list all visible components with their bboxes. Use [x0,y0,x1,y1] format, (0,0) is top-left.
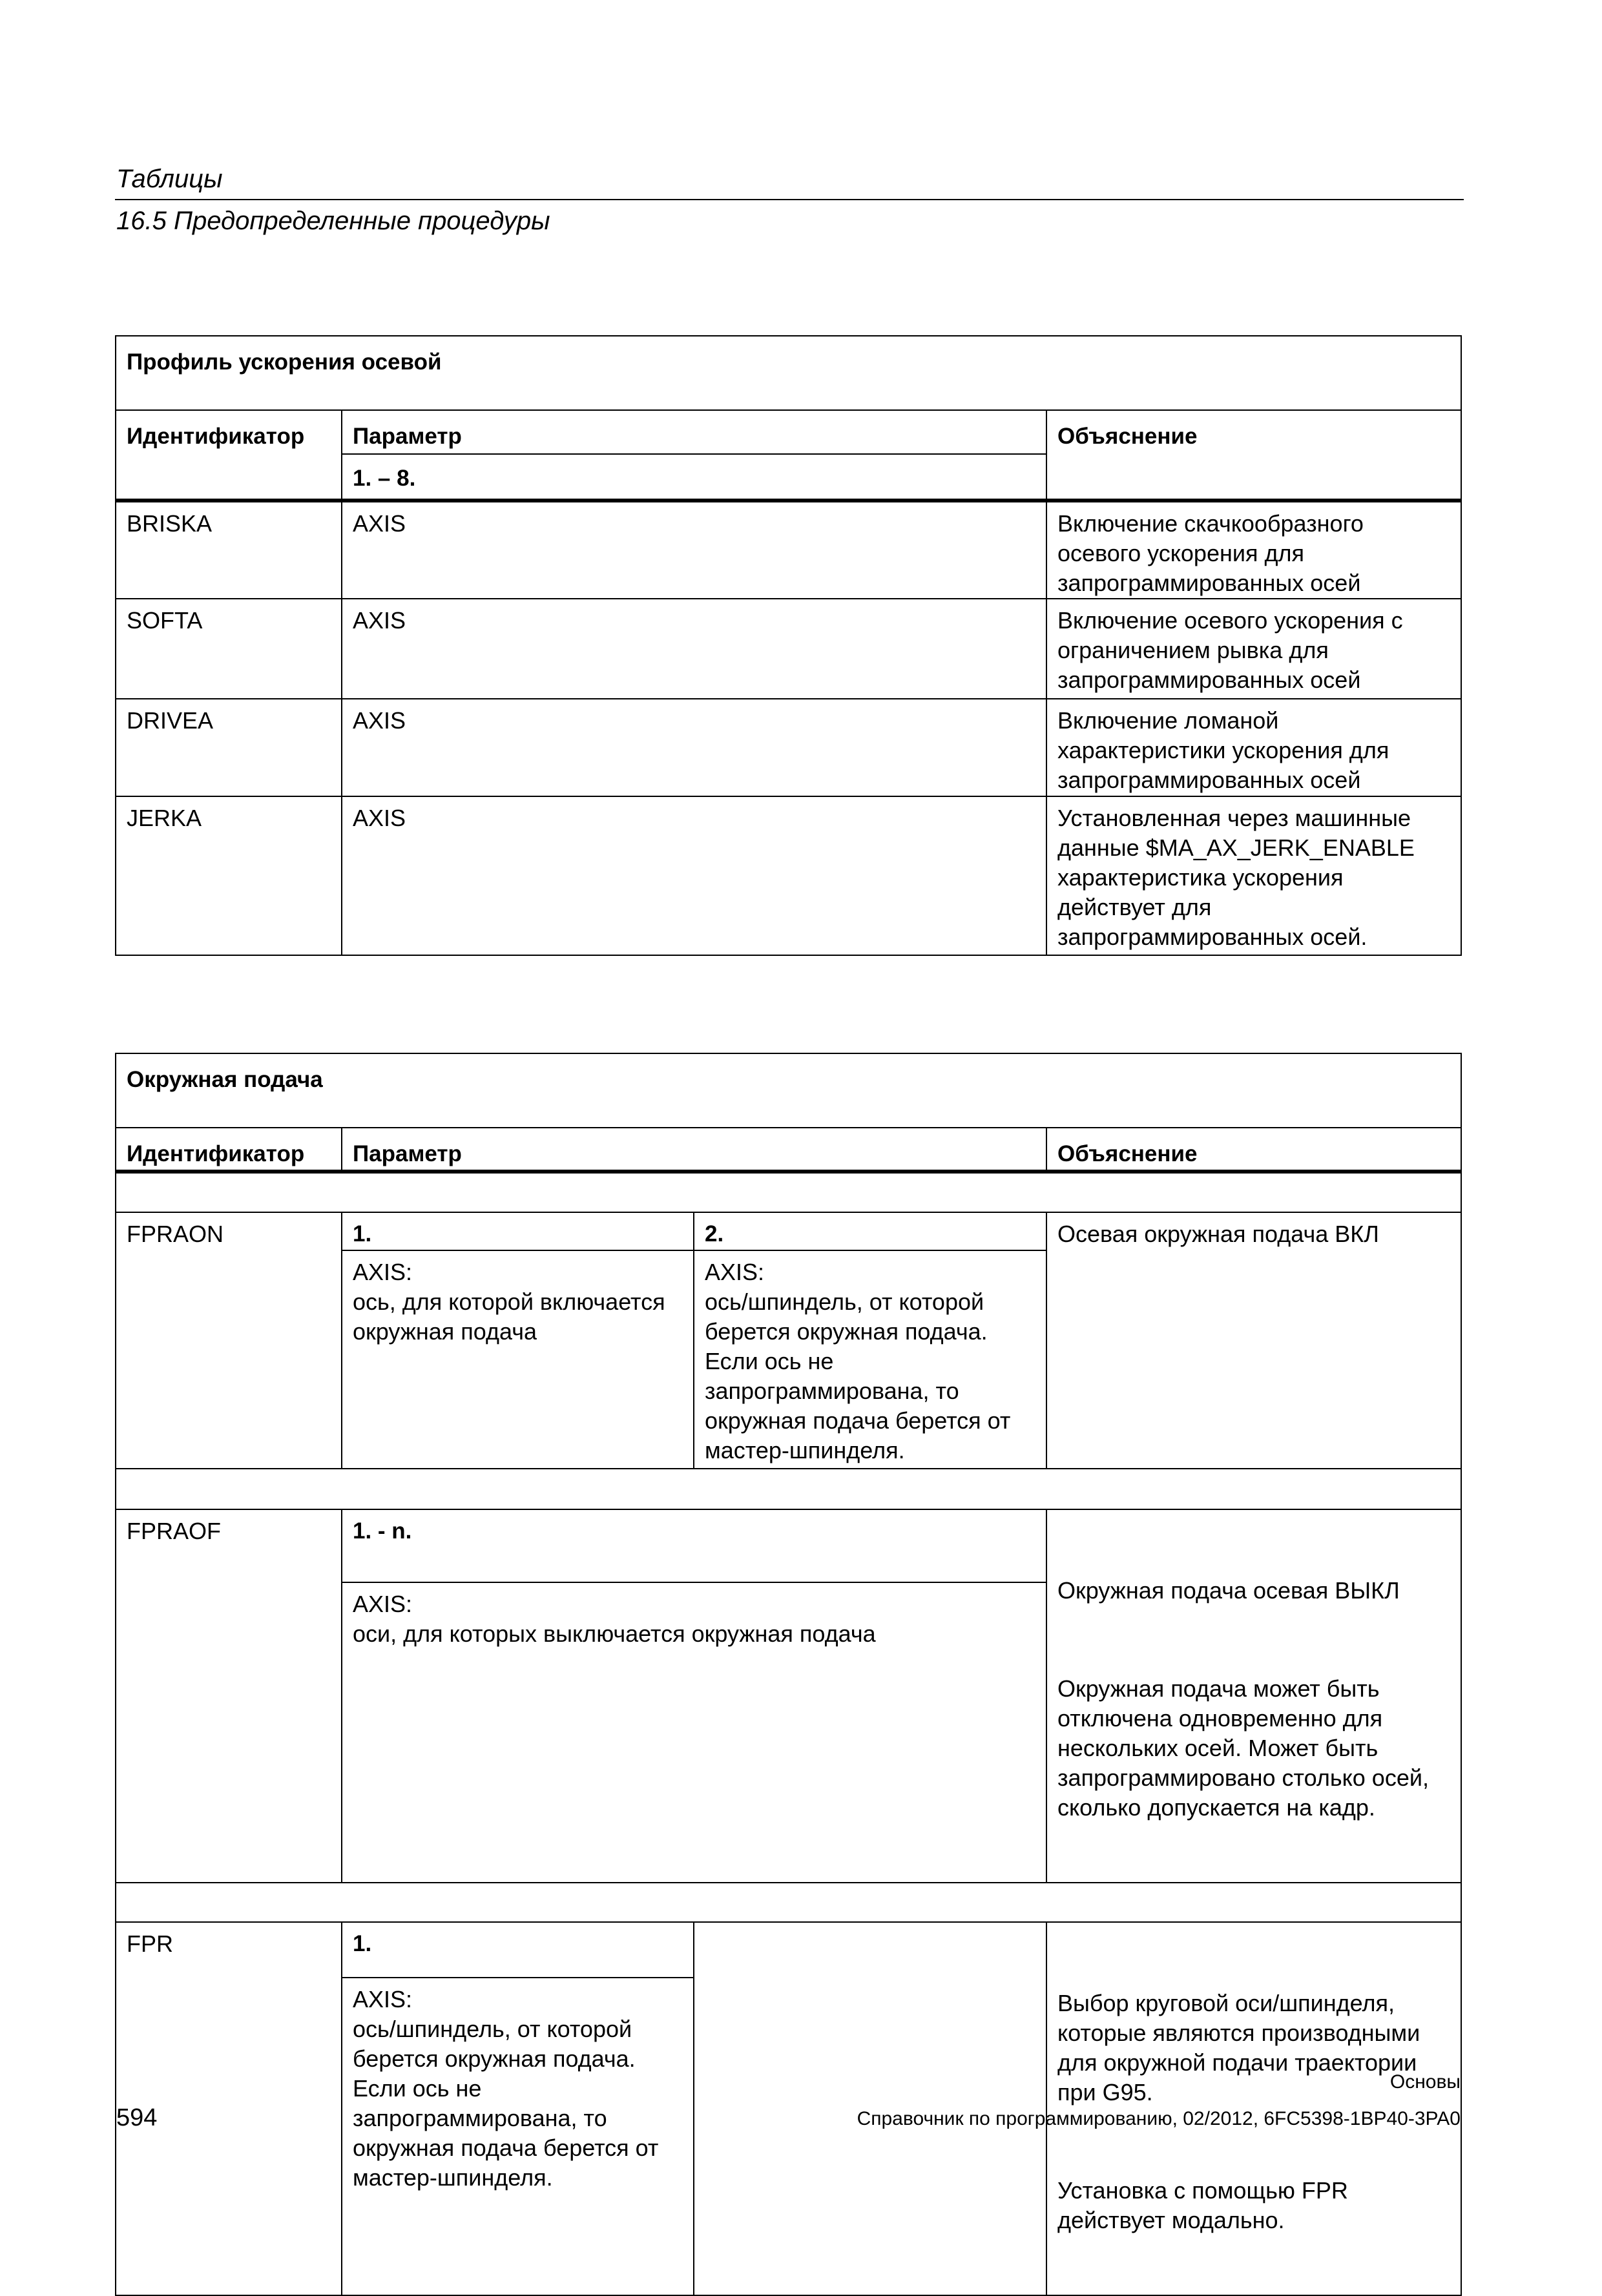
explanation-cell: Включение скачкообразного осевого ускорения для запрограммированных осей [1046,501,1461,599]
page-number: 594 [116,2104,158,2131]
explanation-cell: Включение осевого ускорения с ограничением рывка для запрограммированных осей [1046,599,1461,699]
identifier-cell: FPRAON [116,1212,342,1469]
header-rule [115,199,1464,200]
table-header-row [116,410,1461,454]
table-title: Профиль ускорения осевой [116,336,1461,410]
acceleration-profile-table [115,335,1462,956]
spacer-cell [116,1172,1461,1212]
identifier-cell: BRISKA [116,501,342,599]
table-title-row [116,1053,1461,1128]
footer-reference: Справочник по программированию, 02/2012, 6FC5398-1BP40-3PA0 [857,2108,1461,2129]
parameter-cell: AXIS: оси, для которых выключается окружная подача [342,1582,1046,1883]
table-row [116,1212,1461,1250]
table-row [116,699,1461,796]
identifier-cell: JERKA [116,796,342,955]
parameter-cell: AXIS [342,699,1046,796]
column-header-explanation: Объяснение [1046,1128,1461,1172]
identifier-cell: FPR [116,1922,342,2295]
param-1-cell: AXIS: ось, для которой включается окружная подача [342,1250,694,1469]
explanation-summary: Окружная подача осевая ВЫКЛ [1057,1577,1400,1604]
table-title: Окружная подача [116,1053,1461,1128]
explanation-cell: Установленная через машинные данные $MA_AX_JERK_ENABLE характеристика ускорения действует для запрограммированных осей. [1046,796,1461,955]
param-1-label: 1. [342,1922,694,1978]
explanation-cell [1046,1509,1461,1883]
explanation-cell: Включение ломаной характеристики ускорения для запрограммированных осей [1046,699,1461,796]
spacer-row [116,1469,1461,1509]
table-row [116,1509,1461,1582]
column-header-id: Идентификатор [116,1128,342,1172]
explanation-detail: Окружная подача может быть отключена одновременно для нескольких осей. Может быть запрограммировано столько осей, сколько допускается на кадр. [1057,1675,1429,1821]
table-title-row [116,336,1461,410]
spacer-cell [116,1469,1461,1509]
identifier-cell: SOFTA [116,599,342,699]
explanation-detail: Установка с помощью FPR действует модально. [1057,2177,1348,2233]
param-2-cell: AXIS: ось/шпиндель, от которой берется окружная подача. Если ось не запрограммирована, то окружная подача берется от мастер-шпинделя. [694,1250,1046,1469]
explanation-cell: Осевая окружная подача ВКЛ [1046,1212,1461,1469]
param-2-label: 2. [694,1212,1046,1250]
table-header-row [116,1128,1461,1172]
footer-book-title: Основы [1389,2071,1461,2093]
explanation-summary: Выбор круговой оси/шпинделя, которые являются производными для окружной подачи траектории при G95. [1057,1990,1420,2105]
parameter-cell: AXIS [342,796,1046,955]
parameter-cell: AXIS [342,599,1046,699]
column-header-param: Параметр [342,410,1046,454]
param-1-label: 1. [342,1212,694,1250]
param-range-label: 1. - n. [342,1509,1046,1582]
chapter-title: Таблицы [116,165,223,193]
table-row [116,599,1461,699]
table-row [116,1922,1461,1978]
identifier-cell: FPRAOF [116,1509,342,1883]
column-header-id: Идентификатор [116,410,342,501]
spacer-cell [116,1883,1461,1922]
column-header-param: Параметр [342,1128,1046,1172]
parameter-cell: AXIS [342,501,1046,599]
identifier-cell: DRIVEA [116,699,342,796]
param-index-label: 1. – 8. [342,454,1046,501]
column-header-explanation: Объяснение [1046,410,1461,501]
spacer-row [116,1883,1461,1922]
param-1-cell: AXIS: ось/шпиндель, от которой берется окружная подача. Если ось не запрограммирована, то окружная подача берется от мастер-шпинделя. [342,1978,694,2295]
table-row [116,501,1461,599]
section-title: 16.5 Предопределенные процедуры [116,207,550,235]
table-row [116,796,1461,955]
spacer-row [116,1172,1461,1212]
